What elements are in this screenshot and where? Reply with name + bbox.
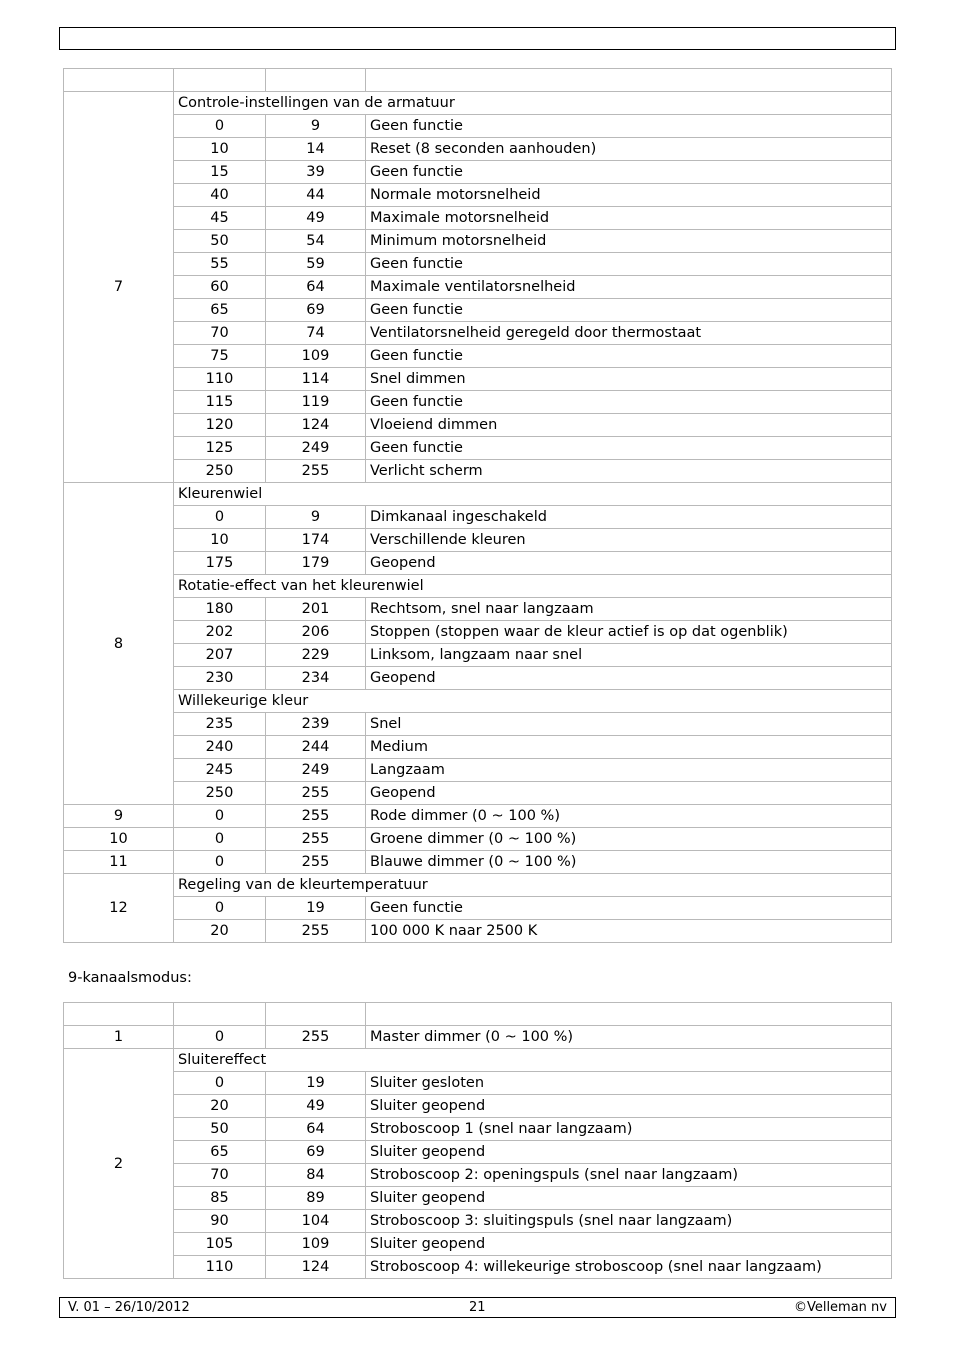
range-from-cell: 20 [174, 920, 266, 943]
range-to-cell: 19 [266, 897, 366, 920]
range-to-cell: 64 [266, 1118, 366, 1141]
function-cell: Snel [366, 713, 892, 736]
section-title-row [64, 690, 892, 713]
function-cell: Stroboscoop 3: sluitingspuls (snel naar langzaam) [366, 1210, 892, 1233]
function-cell: Geen functie [366, 299, 892, 322]
channel-cell: 2 [64, 1049, 174, 1279]
section-title-cell: Rotatie-effect van het kleurenwiel [174, 575, 892, 598]
table-row [64, 621, 892, 644]
table-row [64, 598, 892, 621]
range-to-cell: 255 [266, 782, 366, 805]
channel-cell: 7 [64, 92, 174, 483]
header-cell [266, 69, 366, 92]
table-row [64, 1095, 892, 1118]
header-row [64, 1003, 892, 1026]
range-to-cell: 255 [266, 805, 366, 828]
function-cell: Verlicht scherm [366, 460, 892, 483]
range-to-cell: 14 [266, 138, 366, 161]
channel-cell: 11 [64, 851, 174, 874]
range-from-cell: 207 [174, 644, 266, 667]
table-row [64, 828, 892, 851]
function-cell: Rode dimmer (0 ~ 100 %) [366, 805, 892, 828]
function-cell: Vloeiend dimmen [366, 414, 892, 437]
function-cell: Maximale ventilatorsnelheid [366, 276, 892, 299]
range-to-cell: 19 [266, 1072, 366, 1095]
range-from-cell: 75 [174, 345, 266, 368]
range-to-cell: 255 [266, 851, 366, 874]
function-cell: Stoppen (stoppen waar de kleur actief is op dat ogenblik) [366, 621, 892, 644]
table-row [64, 1141, 892, 1164]
section-title-row [64, 1049, 892, 1072]
range-to-cell: 49 [266, 207, 366, 230]
range-to-cell: 9 [266, 506, 366, 529]
range-from-cell: 230 [174, 667, 266, 690]
section-caption: 9-kanaalsmodus: [68, 970, 192, 986]
table-row [64, 736, 892, 759]
range-from-cell: 90 [174, 1210, 266, 1233]
range-to-cell: 69 [266, 1141, 366, 1164]
table-row [64, 414, 892, 437]
table-row [64, 851, 892, 874]
table-row [64, 529, 892, 552]
range-from-cell: 70 [174, 322, 266, 345]
table-row [64, 230, 892, 253]
range-from-cell: 110 [174, 368, 266, 391]
channel-cell: 10 [64, 828, 174, 851]
table-row [64, 782, 892, 805]
range-from-cell: 0 [174, 1026, 266, 1049]
function-cell: Langzaam [366, 759, 892, 782]
table-row [64, 437, 892, 460]
function-cell: Maximale motorsnelheid [366, 207, 892, 230]
range-to-cell: 234 [266, 667, 366, 690]
range-from-cell: 0 [174, 1072, 266, 1095]
range-to-cell: 249 [266, 759, 366, 782]
function-cell: Sluiter gesloten [366, 1072, 892, 1095]
range-to-cell: 109 [266, 345, 366, 368]
page-footer [59, 1297, 896, 1318]
function-cell: Geen functie [366, 345, 892, 368]
function-cell: Verschillende kleuren [366, 529, 892, 552]
range-from-cell: 45 [174, 207, 266, 230]
function-cell: Rechtsom, snel naar langzaam [366, 598, 892, 621]
table-row [64, 1210, 892, 1233]
table-row [64, 276, 892, 299]
function-cell: Sluiter geopend [366, 1187, 892, 1210]
range-from-cell: 20 [174, 1095, 266, 1118]
header-cell [64, 1003, 174, 1026]
table-row [64, 207, 892, 230]
function-cell: Sluiter geopend [366, 1233, 892, 1256]
section-title-row [64, 874, 892, 897]
function-cell: Stroboscoop 2: openingspuls (snel naar langzaam) [366, 1164, 892, 1187]
range-from-cell: 10 [174, 529, 266, 552]
range-from-cell: 70 [174, 1164, 266, 1187]
range-to-cell: 124 [266, 1256, 366, 1279]
range-to-cell: 54 [266, 230, 366, 253]
channel-cell: 9 [64, 805, 174, 828]
function-cell: Ventilatorsnelheid geregeld door thermostaat [366, 322, 892, 345]
range-to-cell: 255 [266, 828, 366, 851]
range-to-cell: 84 [266, 1164, 366, 1187]
table-row [64, 1187, 892, 1210]
function-cell: Linksom, langzaam naar snel [366, 644, 892, 667]
table-row [64, 920, 892, 943]
function-cell: Geen functie [366, 115, 892, 138]
range-to-cell: 249 [266, 437, 366, 460]
range-to-cell: 74 [266, 322, 366, 345]
table-row [64, 391, 892, 414]
function-cell: Geopend [366, 782, 892, 805]
table-row [64, 713, 892, 736]
section-title-row [64, 483, 892, 506]
range-to-cell: 255 [266, 1026, 366, 1049]
function-cell: Minimum motorsnelheid [366, 230, 892, 253]
table-row [64, 759, 892, 782]
header-row [64, 69, 892, 92]
channel-table-12ch [63, 68, 892, 943]
function-cell: Blauwe dimmer (0 ~ 100 %) [366, 851, 892, 874]
range-from-cell: 105 [174, 1233, 266, 1256]
range-from-cell: 115 [174, 391, 266, 414]
range-to-cell: 69 [266, 299, 366, 322]
range-to-cell: 109 [266, 1233, 366, 1256]
section-title-row [64, 575, 892, 598]
function-cell: Geopend [366, 667, 892, 690]
range-from-cell: 0 [174, 805, 266, 828]
range-to-cell: 104 [266, 1210, 366, 1233]
function-cell: Sluiter geopend [366, 1141, 892, 1164]
range-from-cell: 0 [174, 851, 266, 874]
table-row [64, 138, 892, 161]
range-to-cell: 179 [266, 552, 366, 575]
range-from-cell: 65 [174, 299, 266, 322]
range-from-cell: 55 [174, 253, 266, 276]
function-cell: Master dimmer (0 ~ 100 %) [366, 1026, 892, 1049]
table-row [64, 322, 892, 345]
range-to-cell: 44 [266, 184, 366, 207]
section-title-cell: Kleurenwiel [174, 483, 892, 506]
range-from-cell: 0 [174, 115, 266, 138]
function-cell: Geen functie [366, 391, 892, 414]
section-title-cell: Controle-instellingen van de armatuur [174, 92, 892, 115]
header-cell [366, 69, 892, 92]
range-to-cell: 39 [266, 161, 366, 184]
table-row [64, 299, 892, 322]
function-cell: Medium [366, 736, 892, 759]
range-to-cell: 229 [266, 644, 366, 667]
section-title-cell: Regeling van de kleurtemperatuur [174, 874, 892, 897]
function-cell: Geen functie [366, 161, 892, 184]
section-title-row [64, 92, 892, 115]
function-cell: Geopend [366, 552, 892, 575]
range-from-cell: 50 [174, 230, 266, 253]
range-to-cell: 114 [266, 368, 366, 391]
table-row [64, 184, 892, 207]
footer-copyright: ©Velleman nv [793, 1300, 887, 1315]
range-from-cell: 120 [174, 414, 266, 437]
page-header-box [59, 27, 896, 50]
function-cell: Geen functie [366, 897, 892, 920]
table-row [64, 1072, 892, 1095]
range-to-cell: 239 [266, 713, 366, 736]
range-from-cell: 60 [174, 276, 266, 299]
header-cell [174, 1003, 266, 1026]
range-from-cell: 245 [174, 759, 266, 782]
header-cell [266, 1003, 366, 1026]
table-row [64, 1256, 892, 1279]
range-to-cell: 244 [266, 736, 366, 759]
range-to-cell: 201 [266, 598, 366, 621]
range-from-cell: 235 [174, 713, 266, 736]
channel-cell: 1 [64, 1026, 174, 1049]
function-cell: Sluiter geopend [366, 1095, 892, 1118]
section-title-cell: Willekeurige kleur [174, 690, 892, 713]
table-row [64, 1233, 892, 1256]
table-row [64, 1118, 892, 1141]
range-from-cell: 175 [174, 552, 266, 575]
function-cell: Groene dimmer (0 ~ 100 %) [366, 828, 892, 851]
table-row [64, 897, 892, 920]
range-to-cell: 49 [266, 1095, 366, 1118]
table-row [64, 345, 892, 368]
range-from-cell: 180 [174, 598, 266, 621]
range-to-cell: 206 [266, 621, 366, 644]
function-cell: Geen functie [366, 437, 892, 460]
table-row [64, 253, 892, 276]
range-from-cell: 65 [174, 1141, 266, 1164]
range-from-cell: 0 [174, 828, 266, 851]
table-row [64, 506, 892, 529]
table-row [64, 1164, 892, 1187]
footer-version: V. 01 – 26/10/2012 [68, 1300, 190, 1315]
range-to-cell: 119 [266, 391, 366, 414]
channel-table-9ch [63, 1002, 892, 1279]
section-title-cell: Sluitereffect [174, 1049, 892, 1072]
function-cell: Geen functie [366, 253, 892, 276]
function-cell: 100 000 K naar 2500 K [366, 920, 892, 943]
range-from-cell: 240 [174, 736, 266, 759]
table-row [64, 1026, 892, 1049]
range-from-cell: 50 [174, 1118, 266, 1141]
range-from-cell: 125 [174, 437, 266, 460]
range-to-cell: 174 [266, 529, 366, 552]
range-from-cell: 15 [174, 161, 266, 184]
range-from-cell: 202 [174, 621, 266, 644]
channel-cell: 8 [64, 483, 174, 805]
range-from-cell: 250 [174, 460, 266, 483]
range-to-cell: 124 [266, 414, 366, 437]
range-from-cell: 85 [174, 1187, 266, 1210]
function-cell: Normale motorsnelheid [366, 184, 892, 207]
function-cell: Dimkanaal ingeschakeld [366, 506, 892, 529]
header-cell [64, 69, 174, 92]
range-from-cell: 250 [174, 782, 266, 805]
table-row [64, 368, 892, 391]
header-cell [174, 69, 266, 92]
range-to-cell: 255 [266, 920, 366, 943]
table-row [64, 667, 892, 690]
range-from-cell: 110 [174, 1256, 266, 1279]
table-row [64, 644, 892, 667]
range-from-cell: 40 [174, 184, 266, 207]
range-from-cell: 0 [174, 506, 266, 529]
function-cell: Stroboscoop 1 (snel naar langzaam) [366, 1118, 892, 1141]
footer-page-number: 21 [469, 1300, 486, 1315]
table-row [64, 460, 892, 483]
table-row [64, 161, 892, 184]
function-cell: Reset (8 seconden aanhouden) [366, 138, 892, 161]
table-row [64, 805, 892, 828]
range-from-cell: 10 [174, 138, 266, 161]
range-to-cell: 59 [266, 253, 366, 276]
channel-cell: 12 [64, 874, 174, 943]
table-row [64, 115, 892, 138]
range-to-cell: 64 [266, 276, 366, 299]
header-cell [366, 1003, 892, 1026]
range-to-cell: 255 [266, 460, 366, 483]
table-row [64, 552, 892, 575]
function-cell: Snel dimmen [366, 368, 892, 391]
range-to-cell: 89 [266, 1187, 366, 1210]
range-from-cell: 0 [174, 897, 266, 920]
range-to-cell: 9 [266, 115, 366, 138]
function-cell: Stroboscoop 4: willekeurige stroboscoop (snel naar langzaam) [366, 1256, 892, 1279]
